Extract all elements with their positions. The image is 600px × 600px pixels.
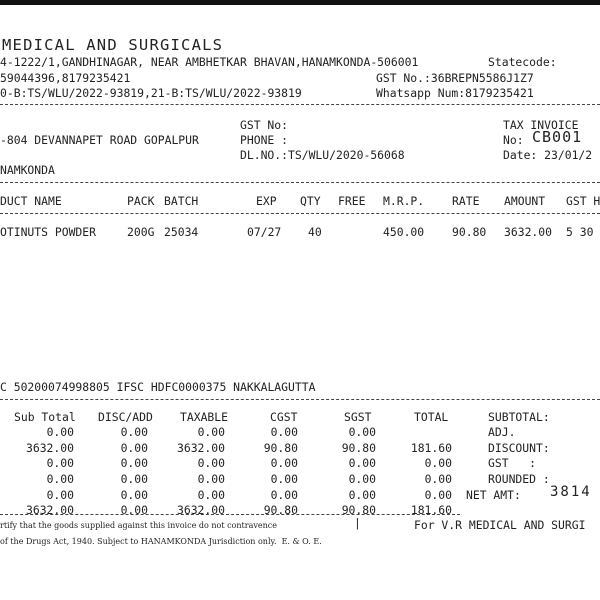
- firm-gst-number: GST No.:36BREPN5586J1Z7: [376, 71, 534, 85]
- tax-col-taxable-header: TAXABLE: [180, 410, 229, 424]
- statecode-label: Statecode:: [488, 55, 557, 69]
- item-pack: 200G: [127, 225, 155, 239]
- tax-sgst-cell: 0.00: [348, 456, 376, 470]
- tax-total-cell: 0.00: [424, 456, 452, 470]
- firm-dl-numbers: 0-B:TS/WLU/2022-93819,21-B:TS/WLU/2022-93819: [0, 86, 302, 100]
- tax-cgst-cell: 90.80: [263, 503, 298, 517]
- tax-subtotal-cell: 3632.00: [25, 503, 74, 517]
- tax-sgst-cell: 0.00: [348, 425, 376, 439]
- net-amount-value: 3814: [550, 484, 592, 500]
- tax-taxable-cell: 3632.00: [176, 441, 225, 455]
- invoice-title: TAX INVOICE: [503, 118, 579, 132]
- tax-col-total-header: TOTAL: [414, 410, 449, 424]
- tax-subtotal-cell: 0.00: [46, 488, 74, 502]
- certification-line-2: of the Drugs Act, 1940. Subject to HANAMKONDA Jurisdiction only. E. & O. E.: [0, 537, 322, 546]
- tax-sgst-cell: 0.00: [348, 488, 376, 502]
- firm-whatsapp: Whatsapp Num:8179235421: [376, 86, 534, 100]
- tax-sgst-cell: 90.80: [341, 503, 376, 517]
- tax-taxable-cell: 0.00: [197, 472, 225, 486]
- tax-col-disc-header: DISC/ADD: [98, 410, 153, 424]
- footer-separator: |: [354, 516, 361, 530]
- summary-gst-label: GST :: [488, 456, 537, 470]
- party-gst-label: GST No:: [240, 118, 289, 132]
- header-divider: [0, 104, 600, 105]
- col-batch-header: BATCH: [164, 194, 199, 208]
- summary-subtotal-label: SUBTOTAL:: [488, 410, 550, 424]
- bank-divider: [0, 399, 600, 400]
- firm-address: 4-1222/1,GANDHINAGAR, NEAR AMBHETKAR BHAVAN,HANAMKONDA-506001: [0, 55, 419, 69]
- tax-col-sgst-header: SGST: [344, 410, 372, 424]
- party-divider: [0, 182, 600, 183]
- item-batch: 25034: [164, 225, 199, 239]
- summary-discount-label: DISCOUNT:: [488, 441, 550, 455]
- invoice-date: Date: 23/01/2: [503, 148, 593, 162]
- tax-disc-cell: 0.00: [120, 503, 148, 517]
- tax-disc-cell: 0.00: [120, 472, 148, 486]
- col-rate-header: RATE: [452, 194, 480, 208]
- col-pack-header: PACK: [127, 194, 155, 208]
- for-firm-signature: For V.R MEDICAL AND SURGI: [414, 518, 586, 532]
- tax-cgst-cell: 0.00: [270, 456, 298, 470]
- top-border: [0, 0, 600, 5]
- tax-subtotal-cell: 0.00: [46, 472, 74, 486]
- tax-cgst-cell: 0.00: [270, 472, 298, 486]
- item-rate: 90.80: [452, 225, 487, 239]
- party-phone-label: PHONE :: [240, 133, 289, 147]
- footer-divider: [0, 514, 460, 515]
- item-gst: 5 30: [566, 225, 594, 239]
- tax-disc-cell: 0.00: [120, 441, 148, 455]
- tax-disc-cell: 0.00: [120, 456, 148, 470]
- invoice-number: CB001: [532, 128, 583, 146]
- tax-disc-cell: 0.00: [120, 488, 148, 502]
- party-city: NAMKONDA: [0, 163, 55, 177]
- summary-rounded-label: ROUNDED :: [488, 472, 550, 486]
- tax-cgst-cell: 0.00: [270, 488, 298, 502]
- tax-taxable-cell: 0.00: [197, 425, 225, 439]
- col-gst-header: GST H: [566, 194, 600, 208]
- tax-taxable-cell: 0.00: [197, 456, 225, 470]
- invoice-number-label: No:: [503, 133, 524, 147]
- tax-subtotal-cell: 3632.00: [25, 441, 74, 455]
- tax-taxable-cell: 3632.00: [176, 503, 225, 517]
- tax-total-cell: 181.60: [410, 441, 452, 455]
- item-amount: 3632.00: [504, 225, 553, 239]
- col-mrp-header: M.R.P.: [383, 194, 425, 208]
- tax-disc-cell: 0.00: [120, 425, 148, 439]
- tax-total-cell: 0.00: [424, 488, 452, 502]
- firm-name: MEDICAL AND SURGICALS: [2, 36, 224, 54]
- item-qty: 40: [308, 225, 322, 239]
- tax-cgst-cell: 90.80: [263, 441, 298, 455]
- tax-sgst-cell: 0.00: [348, 472, 376, 486]
- col-free-header: FREE: [338, 194, 366, 208]
- tax-subtotal-cell: 0.00: [46, 425, 74, 439]
- col-product-header: DUCT NAME: [0, 194, 62, 208]
- tax-subtotal-cell: 0.00: [46, 456, 74, 470]
- tax-taxable-cell: 0.00: [197, 488, 225, 502]
- tax-col-subtotal-header: Sub Total: [14, 410, 76, 424]
- tax-cgst-cell: 0.00: [270, 425, 298, 439]
- col-amount-header: AMOUNT: [504, 194, 546, 208]
- item-exp: 07/27: [247, 225, 282, 239]
- item-mrp: 450.00: [383, 225, 425, 239]
- tax-sgst-cell: 90.80: [341, 441, 376, 455]
- items-header-divider: [0, 213, 600, 214]
- certification-line-1: rtify that the goods supplied against this invoice do not contravence: [0, 521, 277, 530]
- party-address: -804 DEVANNAPET ROAD GOPALPUR: [0, 133, 199, 147]
- bank-details: C 50200074998805 IFSC HDFC0000375 NAKKALAGUTTA: [0, 380, 316, 394]
- party-dl-number: DL.NO.:TS/WLU/2020-56068: [240, 148, 405, 162]
- item-product: OTINUTS POWDER: [0, 225, 97, 239]
- summary-adj-label: ADJ.: [488, 425, 516, 439]
- col-exp-header: EXP: [256, 194, 277, 208]
- col-qty-header: QTY: [300, 194, 321, 208]
- tax-total-cell: 181.60: [410, 503, 452, 517]
- firm-phones: 59044396,8179235421: [0, 71, 131, 85]
- tax-total-cell: 0.00: [424, 472, 452, 486]
- net-amount-label: NET AMT:: [466, 488, 521, 502]
- tax-col-cgst-header: CGST: [270, 410, 298, 424]
